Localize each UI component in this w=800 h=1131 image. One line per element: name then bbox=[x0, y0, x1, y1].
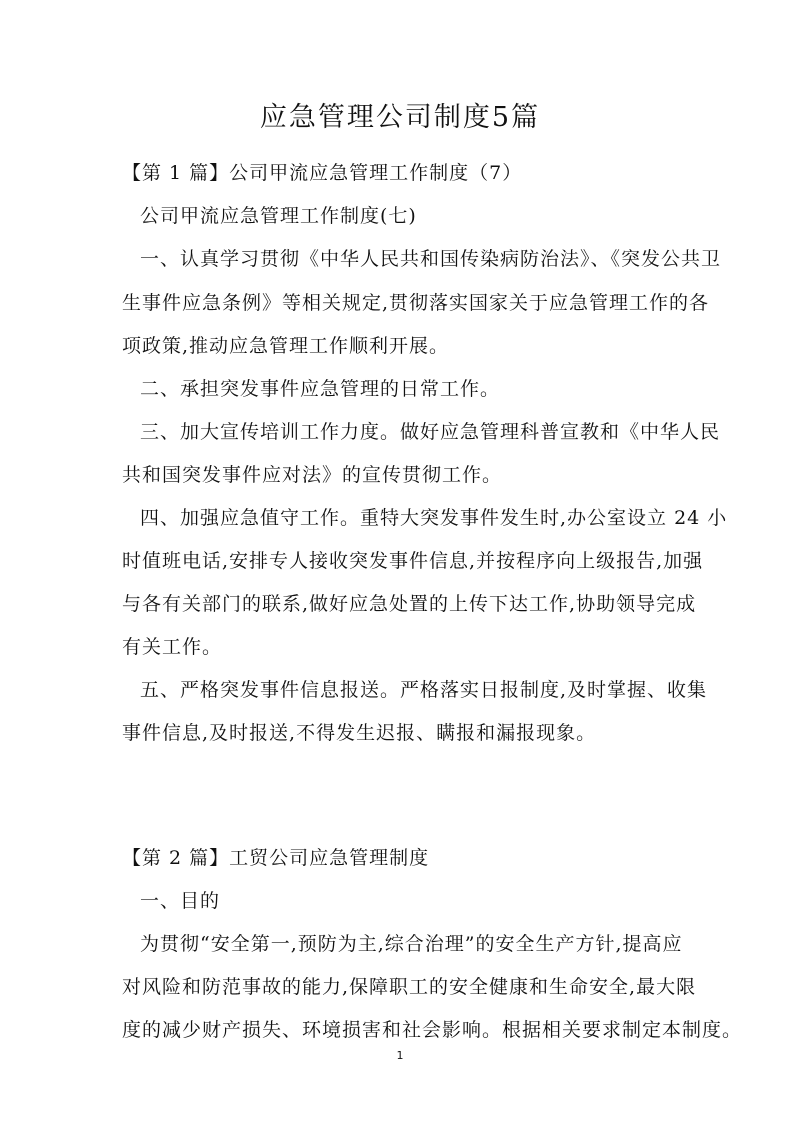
paragraph-line: 时值班电话,安排专人接收突发事件信息,并按程序向上级报告,加强 bbox=[122, 550, 704, 572]
section-2-heading: 【第 2 篇】工贸公司应急管理制度 bbox=[122, 847, 430, 869]
paragraph-line: 与各有关部门的联系,做好应急处置的上传下达工作,协助领导完成 bbox=[122, 593, 697, 615]
paragraph-line: 一、认真学习贯彻《中华人民共和国传染病防治法》、《突发公共卫 bbox=[140, 248, 722, 270]
paragraph-line: 度的减少财产损失、环境损害和社会影响。根据相关要求制定本制度。 bbox=[122, 1019, 743, 1041]
paragraph-line: 对风险和防范事故的能力,保障职工的安全健康和生命安全,最大限 bbox=[122, 976, 697, 998]
paragraph-line: 一、目的 bbox=[140, 890, 221, 912]
paragraph-line: 为贯彻“安全第一,预防为主,综合治理”的安全生产方针,提高应 bbox=[140, 933, 683, 955]
paragraph-line: 三、加大宣传培训工作力度。做好应急管理科普宣教和《中华人民 bbox=[140, 421, 721, 443]
paragraph-line: 事件信息,及时报送,不得发生迟报、瞒报和漏报现象。 bbox=[122, 722, 597, 744]
page-number: 1 bbox=[396, 1049, 404, 1062]
document-title: 应急管理公司制度5篇 bbox=[259, 102, 541, 133]
paragraph-line: 有关工作。 bbox=[122, 636, 223, 658]
paragraph-line: 五、严格突发事件信息报送。严格落实日报制度,及时掌握、收集 bbox=[140, 679, 708, 701]
paragraph-line: 项政策,推动应急管理工作顺利开展。 bbox=[122, 335, 450, 357]
paragraph-line: 生事件应急条例》等相关规定,贯彻落实国家关于应急管理工作的各 bbox=[122, 292, 710, 314]
section-1-heading: 【第 1 篇】公司甲流应急管理工作制度（7） bbox=[122, 162, 523, 184]
paragraph-line: 公司甲流应急管理工作制度(七) bbox=[140, 205, 417, 227]
paragraph-line: 二、承担突发事件应急管理的日常工作。 bbox=[140, 378, 501, 400]
paragraph-line: 四、加强应急值守工作。重特大突发事件发生时,办公室设立 24 小 bbox=[140, 507, 728, 529]
paragraph-line: 共和国突发事件应对法》的宣传贯彻工作。 bbox=[122, 464, 503, 486]
